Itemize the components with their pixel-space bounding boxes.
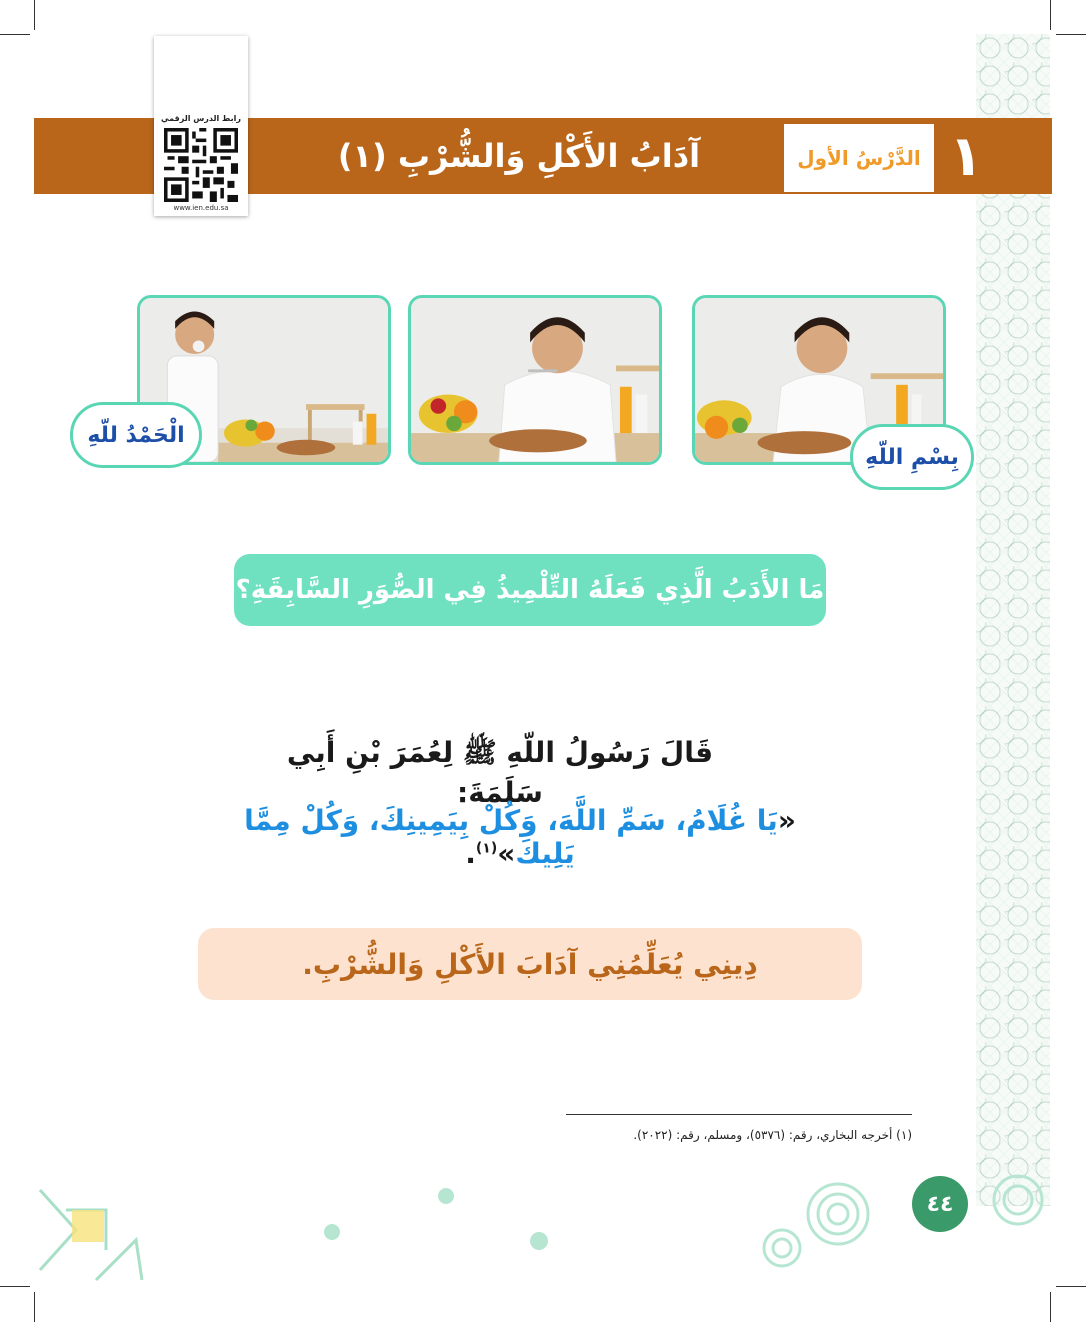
- summary-text: دِينِي يُعَلِّمُنِي آدَابَ الأَكْلِ وَالشُّرْبِ.: [302, 947, 758, 981]
- footnote-rule: [566, 1114, 912, 1115]
- decorative-pattern-strip: [976, 34, 1050, 1206]
- crop-mark: [0, 34, 30, 35]
- floral-ornament-icon: [322, 1222, 342, 1242]
- speech-bubble-alhamdulillah: [70, 402, 202, 468]
- lesson-number: ١: [948, 123, 984, 189]
- bubble-alhamdulillah-text: الْحَمْدُ للّهِ: [87, 422, 185, 448]
- hadith-open-quote: «: [777, 804, 796, 837]
- photo-boy-eating-image: [411, 298, 659, 462]
- geometric-corner-icon: [36, 1180, 146, 1288]
- hadith-end: .: [465, 837, 476, 870]
- hadith-close-quote: »: [497, 837, 516, 870]
- crop-mark: [34, 1292, 35, 1322]
- lesson-title-box: [256, 118, 782, 194]
- lesson-label: الدَّرْسُ الأول: [797, 146, 921, 170]
- qr-code-icon[interactable]: [164, 128, 238, 202]
- hadith-intro: قَالَ رَسُولُ اللّهِ ﷺ لِعُمَرَ بْنِ أَبِي سَلَمَةَ:: [286, 736, 714, 809]
- hadith-text: يَا غُلَامُ، سَمِّ اللَّهَ، وَكُلْ بِيَمِينِكَ، وَكُلْ مِمَّا يَلِيكَ: [244, 804, 778, 870]
- crop-mark: [34, 0, 35, 30]
- summary-box: [198, 928, 862, 1000]
- crop-mark: [1056, 34, 1086, 35]
- floral-ornament-icon: [800, 1176, 876, 1252]
- hadith-line: [230, 804, 810, 870]
- photo-eating: [408, 295, 662, 465]
- qr-url: www.ien.edu.sa: [173, 204, 229, 212]
- footnote: (١) أخرجه البخاري، رقم: (٥٣٧٦)، ومسلم، رقم: (٢٠٢٢).: [633, 1128, 912, 1142]
- lesson-label-box: [784, 124, 934, 192]
- question-banner: [234, 554, 826, 626]
- lesson-title: آدَابُ الأَكْلِ وَالشُّرْبِ (١): [337, 137, 701, 175]
- qr-card[interactable]: [154, 36, 248, 216]
- floral-ornament-icon: [528, 1230, 550, 1252]
- page-number: ٤٤: [912, 1176, 968, 1232]
- hadith-ref-marker: (١): [475, 840, 498, 857]
- crop-mark: [0, 1286, 30, 1287]
- floral-ornament-icon: [988, 1170, 1048, 1230]
- crop-mark: [1050, 1292, 1051, 1322]
- floral-ornament-icon: [436, 1186, 456, 1206]
- question-text: مَا الأَدَبُ الَّذِي فَعَلَهُ التِّلْمِيذُ فِي الصُّوَرِ السَّابِقَةِ؟: [235, 575, 825, 605]
- speech-bubble-bismillah: [850, 424, 974, 490]
- crop-mark: [1056, 1286, 1086, 1287]
- crop-mark: [1050, 0, 1051, 30]
- bubble-bismillah-text: بِسْمِ اللّهِ: [865, 444, 959, 470]
- floral-ornament-icon: [760, 1226, 804, 1270]
- qr-label: رابط الدرس الرقمي: [161, 114, 241, 123]
